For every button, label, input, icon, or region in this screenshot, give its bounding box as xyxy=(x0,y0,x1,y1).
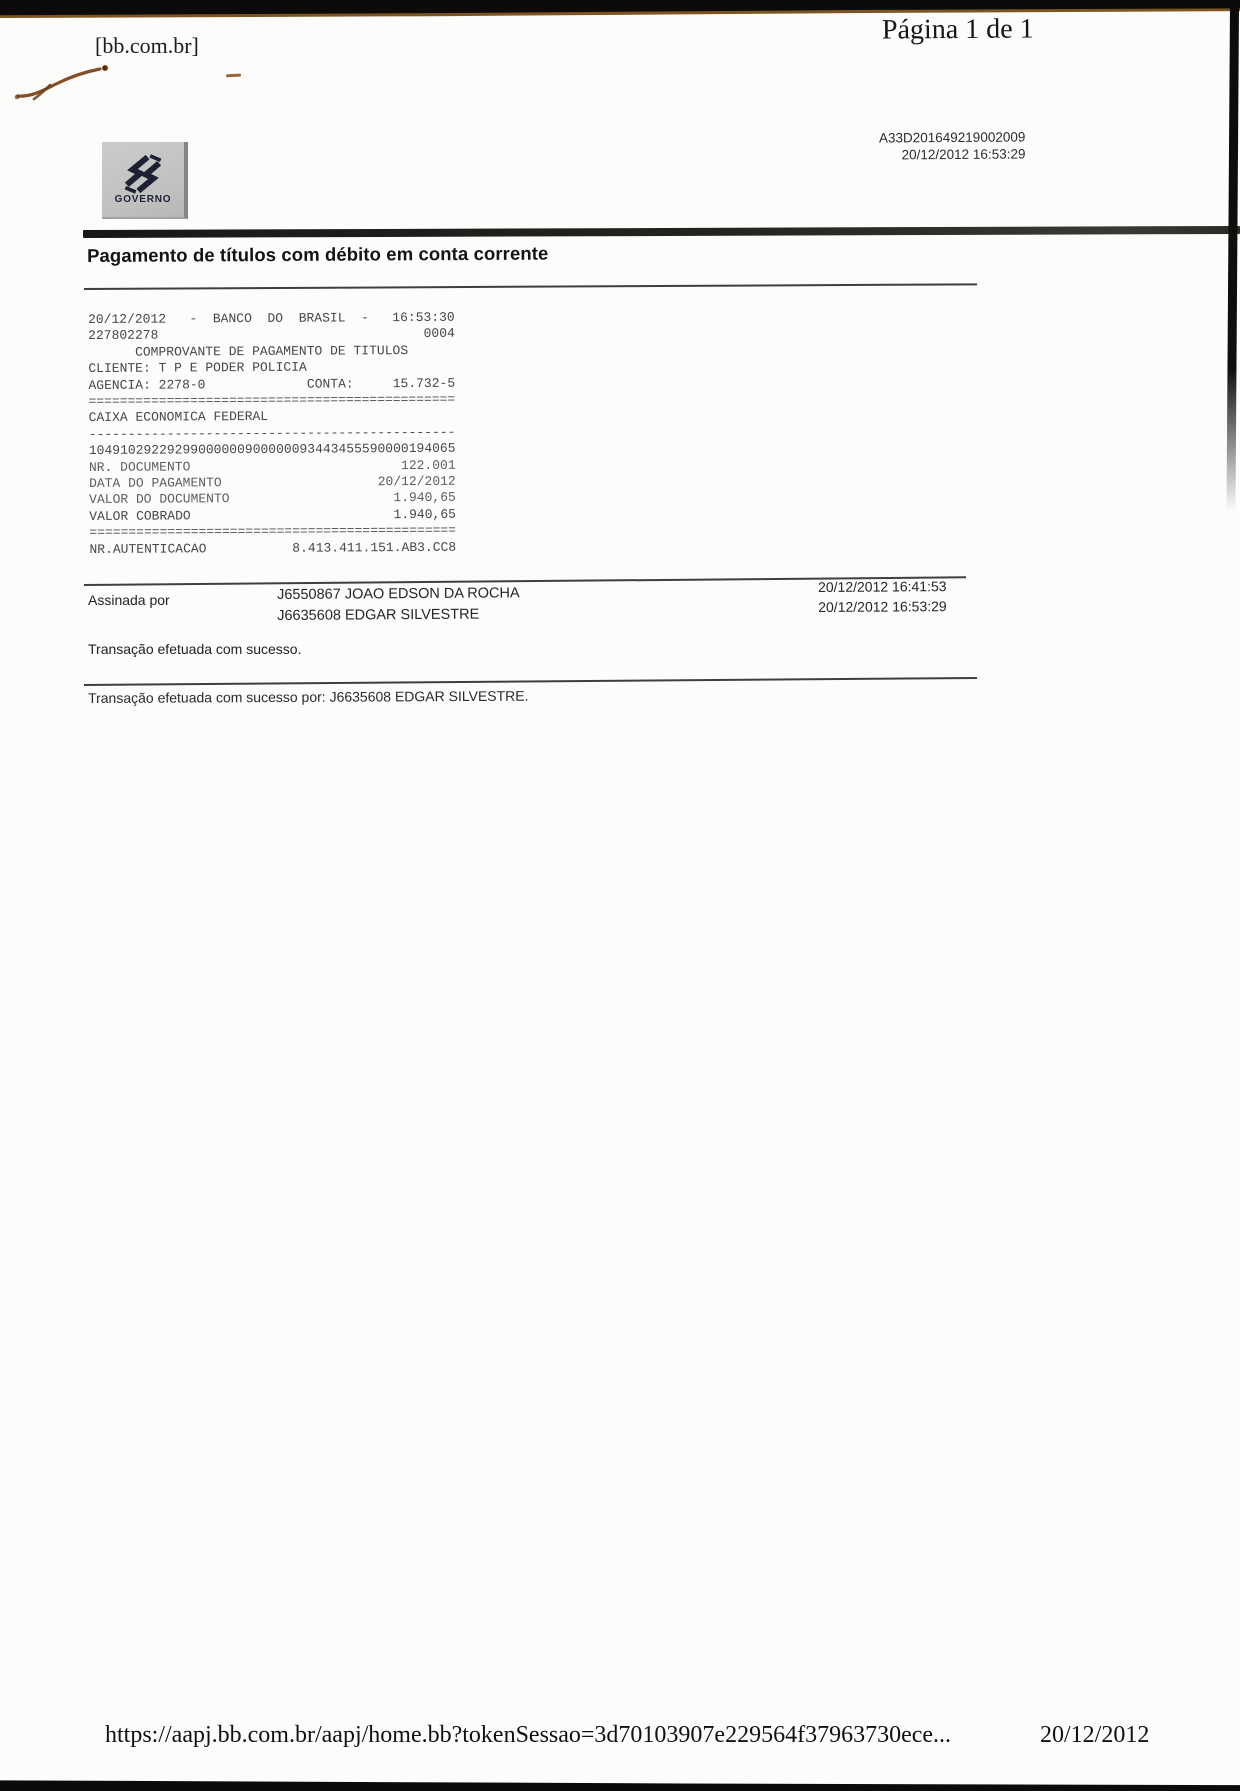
receipt-line: =============================================== xyxy=(89,523,457,541)
document-id-block xyxy=(878,128,1025,163)
receipt-text-block xyxy=(88,310,456,558)
signer-name: J6550867 JOAO EDSON DA ROCHA xyxy=(277,585,520,603)
bank-logo-box xyxy=(102,142,188,219)
signature-timestamp: 20/12/2012 16:41:53 xyxy=(818,578,947,595)
page-number: Página 1 de 1 xyxy=(881,13,1034,46)
receipt-line: NR.AUTENTICACAO 8.413.411.151.AB3.CC8 xyxy=(89,539,457,557)
header-divider-bar xyxy=(83,226,1240,238)
receipt-line: 20/12/2012 - BANCO DO BRASIL - 16:53:30 xyxy=(88,309,455,327)
page-title: Pagamento de títulos com débito em conta corrente xyxy=(87,242,549,266)
signer-name: J6635608 EDGAR SILVESTRE xyxy=(277,606,480,624)
receipt-line: CAIXA ECONOMICA FEDERAL xyxy=(88,409,269,426)
receipt-line: VALOR COBRADO 1.940,65 xyxy=(89,506,456,524)
footer-date: 20/12/2012 xyxy=(1040,1722,1150,1748)
signer-names xyxy=(277,583,520,627)
pen-mark xyxy=(0,55,320,115)
logo-caption: GOVERNO xyxy=(114,193,172,205)
receipt-line: NR. DOCUMENTO 122.001 xyxy=(88,457,456,475)
receipt-line: CLIENTE: T P E PODER POLICIA xyxy=(88,359,307,377)
banco-do-brasil-logo-icon xyxy=(119,152,167,194)
signature-timestamp: 20/12/2012 16:53:29 xyxy=(818,597,947,615)
document-id: A33D201649219002009 xyxy=(878,129,1025,146)
signed-by-label: Assinada por xyxy=(88,592,170,608)
receipt-line: ----------------------------------------------- xyxy=(88,424,456,442)
receipt-line: VALOR DO DOCUMENTO 1.940,65 xyxy=(89,490,456,508)
receipt-line: 10491029229299000000900000093443455590000194065 xyxy=(88,441,456,459)
transaction-confirmation-message: Transação efetuada com sucesso por: J6635608 EDGAR SILVESTRE. xyxy=(88,687,529,706)
scan-edge-right-bar xyxy=(1226,6,1239,511)
document-datetime: 20/12/2012 16:53:29 xyxy=(901,146,1026,163)
signature-timestamps xyxy=(818,577,947,617)
receipt-line: AGENCIA: 2278-0 CONTA: 15.732-5 xyxy=(88,375,456,393)
title-underline xyxy=(84,283,977,290)
footer-url: https://aapj.bb.com.br/aapj/home.bb?tokenSessao=3d70103907e229564f37963730ece... xyxy=(105,1722,952,1748)
receipt-line: COMPROVANTE DE PAGAMENTO DE TITULOS xyxy=(88,342,409,360)
transaction-status-message: Transação efetuada com sucesso. xyxy=(88,641,302,657)
receipt-line: =============================================== xyxy=(88,391,456,410)
confirmation-divider xyxy=(84,677,977,686)
site-label: [bb.com.br] xyxy=(95,33,199,58)
receipt-line: DATA DO PAGAMENTO 20/12/2012 xyxy=(89,473,456,492)
receipt-line: 227802278 0004 xyxy=(88,326,455,344)
scan-edge-bottom-bar xyxy=(0,1778,1240,1791)
